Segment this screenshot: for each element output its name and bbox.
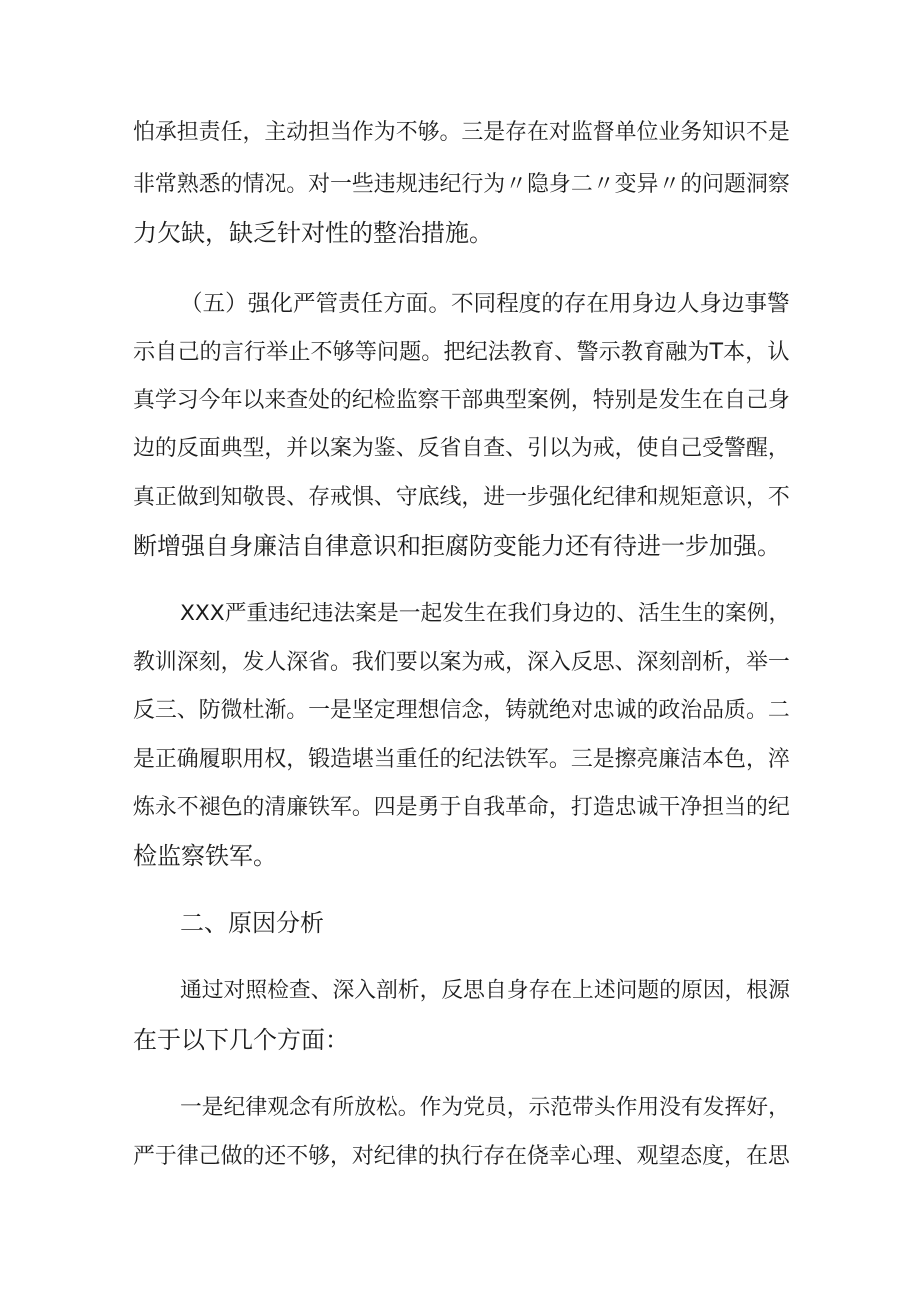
text-line: 怕承担责任，主动担当作为不够。三是存在对监督单位业务知识不是	[133, 120, 790, 145]
text-line: 炼永不褪色的清廉铁军。四是勇于自我革命，打造忠诚干净担当的纪	[133, 795, 790, 820]
text-line: 示自己的言行举止不够等问题。把纪法教育、警示教育融为T本，认	[133, 339, 790, 365]
text-line: 教训深刻，发人深省。我们要以案为戒，深入反思、深刻剖析，举一	[133, 650, 790, 675]
paragraph-start-line: （五）强化严管责任方面。不同程度的存在用身边人身边事警	[180, 291, 790, 317]
text-line: 边的反面典型，并以案为鉴、反省自查、引以为戒，使自己受警醒，	[133, 436, 790, 461]
text-line: 力欠缺，缺乏针对性的整治措施。	[133, 219, 493, 247]
text-line: 真正做到知敬畏、存戒惧、守底线，进一步强化纪律和规矩意识，不	[133, 485, 790, 510]
text-line: 断增强自身廉洁自律意识和拒腐防变能力还有待进一步加强。	[133, 532, 781, 560]
text-line: 非常熟悉的情况。对一些违规违纪行为〃隐身二〃变异〃的问题洞察	[133, 172, 790, 197]
text-line: 在于以下几个方面：	[133, 1026, 349, 1054]
text-line: 反三、防微杜渐。一是坚定理想信念，铸就绝对忠诚的政治品质。二	[133, 698, 790, 723]
paragraph-start-line: 一是纪律观念有所放松。作为党员，示范带头作用没有发挥好，	[180, 1095, 790, 1120]
paragraph-start-line: 通过对照检查、深入剖析，反思自身存在上述问题的原因，根源	[180, 978, 790, 1003]
text-line: 检监察铁军。	[133, 842, 277, 870]
paragraph-start-line: XXX严重违纪违法案是一起发生在我们身边的、活生生的案例，	[180, 601, 791, 626]
text-line: 真学习今年以来查处的纪检监察干部典型案例，特别是发生在自己身	[133, 388, 790, 413]
section-heading: 二、原因分析	[180, 909, 324, 937]
text-line: 严于律己做的还不够，对纪律的执行存在侥幸心理、观望态度，在思	[133, 1144, 790, 1169]
text-line: 是正确履职用权，锻造堪当重任的纪法铁军。三是擦亮廉洁本色，淬	[133, 747, 790, 772]
